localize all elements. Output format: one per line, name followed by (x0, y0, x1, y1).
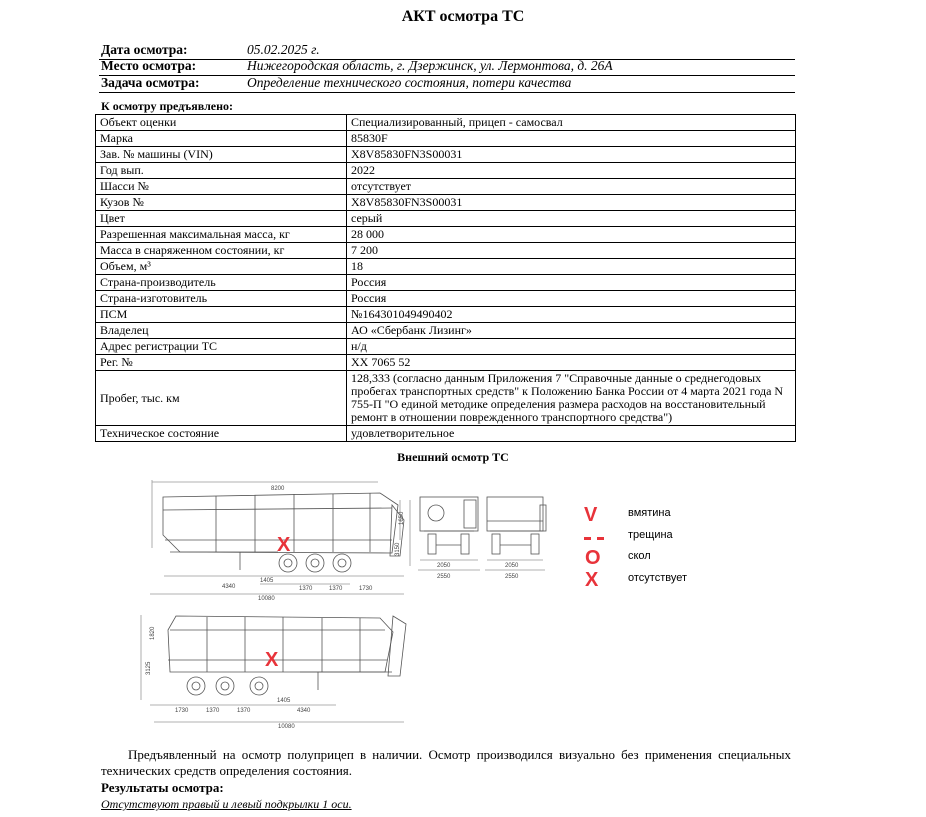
row-value: серый (347, 211, 796, 227)
row-value: 85830F (347, 131, 796, 147)
meta-label: Задача осмотра: (101, 75, 200, 90)
chip-icon: O (585, 547, 601, 569)
meta-label: Место осмотра: (101, 58, 197, 73)
dim-label: 3150 (395, 542, 401, 556)
row-value: ХХ 7065 52 (347, 355, 796, 371)
dim-label: 8200 (271, 486, 285, 492)
dim-label: 2550 (505, 574, 519, 580)
row-label: Год вып. (96, 163, 347, 179)
row-value: X8V85830FN3S00031 (347, 147, 796, 163)
legend-symbols (584, 504, 604, 591)
row-label: Адрес регистрации ТС (96, 339, 347, 355)
trailer-front-view (418, 497, 480, 570)
row-value: 128,333 (согласно данным Приложения 7 "Справочные данные о среднегодовых пробегах транспортных средств" к Положению Банка России от 4 марта 2021 года N 755-П "О единой методике определения размера расходов на восстановительный ремонт в отношении поврежденного транспортного средства") (347, 371, 796, 426)
row-label: Разрешенная максимальная масса, кг (96, 227, 347, 243)
meta-value: Нижегородская область, г. Дзержинск, ул. Лермонтова, д. 26А (247, 58, 613, 73)
dim-label: 2050 (437, 563, 451, 569)
dim-label: 4340 (297, 708, 311, 714)
results-heading: Результаты осмотра: (101, 780, 224, 795)
trailer-rear-view (485, 497, 546, 570)
row-value: 18 (347, 259, 796, 275)
legend-label-missing: отсутствует (628, 572, 688, 584)
row-value: №164301049490402 (347, 307, 796, 323)
missing-mark-icon: X (265, 649, 279, 671)
row-label: Зав. № машины (VIN) (96, 147, 347, 163)
meta-label: Дата осмотра: (101, 42, 188, 57)
dim-label: 1370 (329, 586, 343, 592)
missing-icon: X (585, 569, 599, 591)
missing-mark-icon: X (277, 534, 291, 556)
dim-label: 1405 (277, 698, 291, 704)
dim-label: 10080 (278, 724, 295, 730)
page-title: АКТ осмотра ТС (401, 8, 525, 25)
row-value: Россия (347, 275, 796, 291)
inspection-paragraph: Предъявленный на осмотр полуприцеп в наличии. Осмотр производился визуально без применения специальных технических средств определения состояния. (101, 747, 791, 778)
legend-label-chip: скол (628, 550, 651, 562)
row-label: Объем, м³ (96, 259, 347, 275)
dim-label: 1370 (206, 708, 220, 714)
dim-label: 1650 (399, 511, 405, 525)
external-inspection-heading: Внешний осмотр ТС (397, 450, 509, 464)
row-value: X8V85830FN3S00031 (347, 195, 796, 211)
row-value: 28 000 (347, 227, 796, 243)
row-label: Пробег, тыс. км (96, 371, 347, 426)
meta-value: 05.02.2025 г. (247, 42, 320, 57)
presented-heading: К осмотру предъявлено: (101, 99, 234, 113)
dim-label: 1370 (237, 708, 251, 714)
row-value: Россия (347, 291, 796, 307)
dim-label: 1730 (359, 586, 373, 592)
dent-icon: V (584, 504, 598, 526)
legend-label-dent: вмятина (628, 507, 671, 519)
row-label: Марка (96, 131, 347, 147)
dim-label: 2050 (505, 563, 519, 569)
row-value: Специализированный, прицеп - самосвал (347, 115, 796, 131)
dim-label: 1405 (260, 578, 274, 584)
row-label: Масса в снаряженном состоянии, кг (96, 243, 347, 259)
row-value: 7 200 (347, 243, 796, 259)
row-value: 2022 (347, 163, 796, 179)
crack-icon (597, 537, 604, 540)
row-label: Техническое состояние (96, 426, 347, 442)
dim-label: 1730 (175, 708, 189, 714)
dim-label: 1370 (299, 586, 313, 592)
row-label: Объект оценки (96, 115, 347, 131)
row-label: Шасси № (96, 179, 347, 195)
row-label: Страна-изготовитель (96, 291, 347, 307)
results-text: Отсутствуют правый и левый подкрылки 1 оси. (101, 797, 352, 811)
dim-label: 10080 (258, 596, 275, 602)
crack-icon (584, 537, 591, 540)
dim-label: 4340 (222, 584, 236, 590)
row-value: н/д (347, 339, 796, 355)
dimension-labels-top (222, 486, 405, 602)
row-label: ПСМ (96, 307, 347, 323)
row-label: Владелец (96, 323, 347, 339)
row-value: АО «Сбербанк Лизинг» (347, 323, 796, 339)
row-value: удовлетворительное (347, 426, 796, 442)
legend-label-crack: трещина (628, 529, 673, 541)
dim-label: 2550 (437, 574, 451, 580)
dim-label: 1820 (150, 626, 156, 640)
row-label: Рег. № (96, 355, 347, 371)
row-label: Страна-производитель (96, 275, 347, 291)
row-value: отсутствует (347, 179, 796, 195)
dim-label: 3125 (146, 661, 152, 675)
meta-value: Определение технического состояния, потери качества (247, 75, 572, 90)
row-label: Кузов № (96, 195, 347, 211)
row-label: Цвет (96, 211, 347, 227)
